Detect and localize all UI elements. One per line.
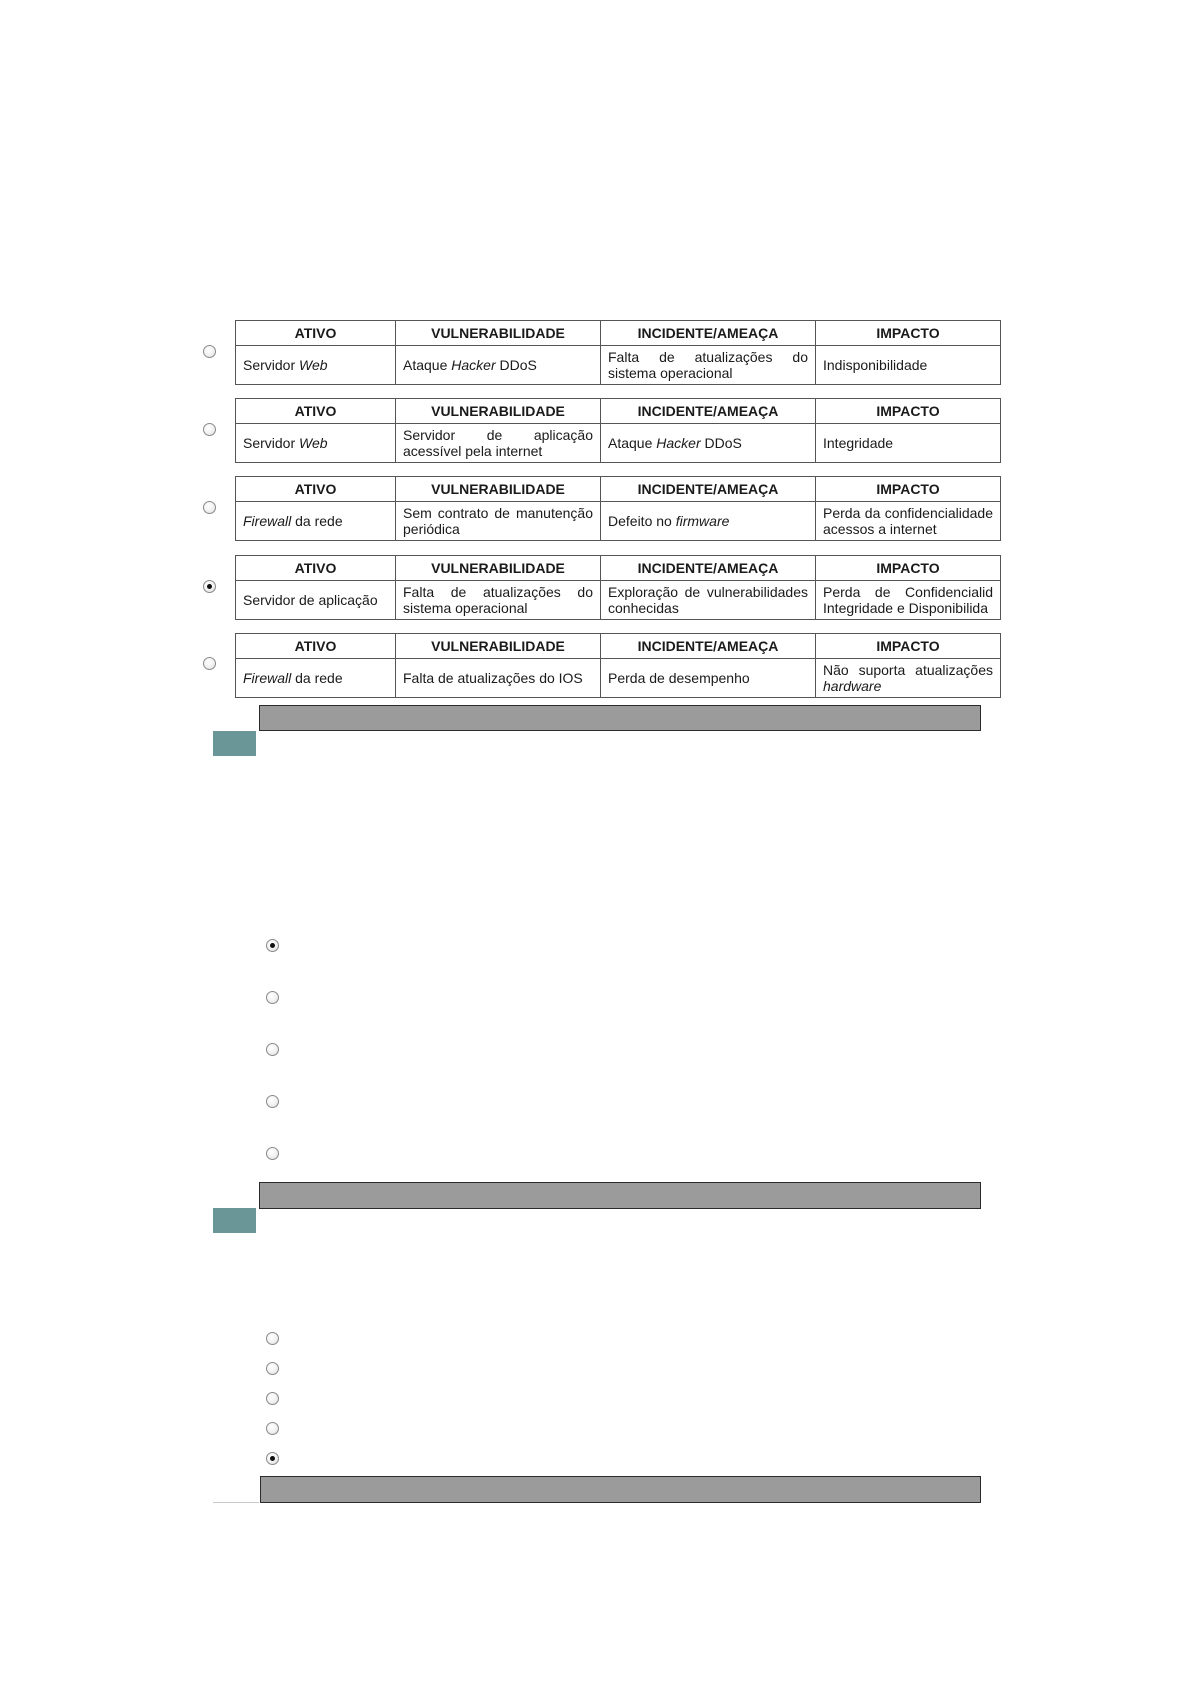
cell-text-em: hardware <box>823 678 882 694</box>
q1-option-5-radio[interactable] <box>203 657 216 670</box>
col-incidente-header: INCIDENTE/AMEAÇA <box>601 321 816 346</box>
cell-text-em: Hacker <box>451 357 496 373</box>
cell-text-pre: Sem contrato de manutenção periódica <box>403 505 593 537</box>
cell-text-em: Web <box>299 357 328 373</box>
cell-text-pre: Servidor <box>243 357 300 373</box>
incidente-cell <box>601 581 816 620</box>
incidente-cell <box>601 502 816 541</box>
q1-option-4-table <box>235 555 1001 620</box>
ativo-cell <box>236 346 396 385</box>
vulnerabilidade-cell <box>396 581 601 620</box>
page-divider <box>213 1502 259 1503</box>
q1-option-3-table <box>235 476 1001 541</box>
table-row <box>236 424 1001 463</box>
q3-option-5-radio[interactable] <box>266 1452 279 1465</box>
q2-option-1-radio[interactable] <box>266 939 279 952</box>
cell-text-post: da rede <box>291 670 343 686</box>
impacto-cell <box>816 502 1001 541</box>
q1-option-2-table <box>235 398 1001 463</box>
cell-text-em: Firewall <box>243 513 292 529</box>
q2-option-3-radio[interactable] <box>266 1043 279 1056</box>
incidente-cell <box>601 659 816 698</box>
col-incidente-header: INCIDENTE/AMEAÇA <box>601 556 816 581</box>
col-vulnerabilidade-header: VULNERABILIDADE <box>396 634 601 659</box>
q2-option-5-radio[interactable] <box>266 1147 279 1160</box>
col-impacto-header: IMPACTO <box>816 634 1001 659</box>
ativo-cell <box>236 424 396 463</box>
col-vulnerabilidade-header: VULNERABILIDADE <box>396 556 601 581</box>
col-vulnerabilidade-header: VULNERABILIDADE <box>396 321 601 346</box>
cell-text-post: DDoS <box>495 357 537 373</box>
table-row <box>236 502 1001 541</box>
table-row <box>236 581 1001 620</box>
col-ativo-header: ATIVO <box>236 556 396 581</box>
cell-text-pre: Falta de atualizações do sistema operacional <box>403 584 593 616</box>
q3-feedback-bar <box>260 1476 981 1503</box>
vulnerabilidade-cell <box>396 659 601 698</box>
col-ativo-header: ATIVO <box>236 477 396 502</box>
table-header-row <box>236 634 1001 659</box>
cell-text-em: Firewall <box>243 670 292 686</box>
col-incidente-header: INCIDENTE/AMEAÇA <box>601 477 816 502</box>
q1-option-5-table <box>235 633 1001 698</box>
cell-text-pre: Servidor <box>243 435 300 451</box>
q3-number-tag <box>213 1208 256 1233</box>
col-incidente-header: INCIDENTE/AMEAÇA <box>601 634 816 659</box>
incidente-cell <box>601 424 816 463</box>
q1-option-1-radio[interactable] <box>203 345 216 358</box>
col-ativo-header: ATIVO <box>236 321 396 346</box>
cell-text-pre: Servidor de aplicação <box>243 592 378 608</box>
cell-text-post: DDoS <box>700 435 742 451</box>
cell-text-pre: Indisponibilidade <box>823 357 928 373</box>
cell-text-pre: Exploração de vulnerabilidades conhecidas <box>608 584 808 616</box>
q3-option-4-radio[interactable] <box>266 1422 279 1435</box>
cell-text-pre: Perda da confidencialidade acessos a internet <box>823 505 993 537</box>
q1-option-3-radio[interactable] <box>203 501 216 514</box>
cell-text-pre: Falta de atualizações do IOS <box>403 670 583 686</box>
vulnerabilidade-cell <box>396 424 601 463</box>
table-header-row <box>236 321 1001 346</box>
q1-option-1-table <box>235 320 1001 385</box>
cell-text-pre: Perda de desempenho <box>608 670 750 686</box>
table-row <box>236 346 1001 385</box>
cell-text-pre: Não suporta atualizações <box>823 662 993 678</box>
vulnerabilidade-cell <box>396 502 601 541</box>
table-header-row <box>236 477 1001 502</box>
cell-text-pre: Servidor de aplicação acessível pela internet <box>403 427 593 459</box>
q1-option-4-radio[interactable] <box>203 580 216 593</box>
cell-text-em: firmware <box>675 513 730 529</box>
col-impacto-header: IMPACTO <box>816 321 1001 346</box>
q2-feedback-bar <box>259 1182 981 1209</box>
ativo-cell <box>236 581 396 620</box>
cell-text-pre: Ataque <box>403 357 452 373</box>
impacto-cell <box>816 659 1001 698</box>
impacto-cell <box>816 581 1001 620</box>
impacto-cell <box>816 346 1001 385</box>
col-incidente-header: INCIDENTE/AMEAÇA <box>601 399 816 424</box>
col-vulnerabilidade-header: VULNERABILIDADE <box>396 477 601 502</box>
q2-number-tag <box>213 731 256 756</box>
col-ativo-header: ATIVO <box>236 399 396 424</box>
q2-option-2-radio[interactable] <box>266 991 279 1004</box>
q1-option-2-radio[interactable] <box>203 423 216 436</box>
col-vulnerabilidade-header: VULNERABILIDADE <box>396 399 601 424</box>
vulnerabilidade-cell <box>396 346 601 385</box>
cell-text-post: da rede <box>291 513 343 529</box>
cell-text-pre: Integridade <box>823 435 894 451</box>
ativo-cell <box>236 502 396 541</box>
col-impacto-header: IMPACTO <box>816 399 1001 424</box>
ativo-cell <box>236 659 396 698</box>
col-impacto-header: IMPACTO <box>816 556 1001 581</box>
table-header-row <box>236 556 1001 581</box>
table-header-row <box>236 399 1001 424</box>
cell-text-pre: Falta de atualizações do sistema operacional <box>608 349 808 381</box>
q2-option-4-radio[interactable] <box>266 1095 279 1108</box>
cell-text-pre: Defeito no <box>608 513 676 529</box>
cell-text-em: Hacker <box>656 435 701 451</box>
incidente-cell <box>601 346 816 385</box>
col-ativo-header: ATIVO <box>236 634 396 659</box>
q3-option-1-radio[interactable] <box>266 1332 279 1345</box>
cell-text-em: Web <box>299 435 328 451</box>
cell-text-pre: Perda de Confidencialid Integridade e Disponibilida <box>823 584 993 616</box>
impacto-cell <box>816 424 1001 463</box>
q3-option-2-radio[interactable] <box>266 1362 279 1375</box>
q1-feedback-bar <box>259 705 981 731</box>
table-row <box>236 659 1001 698</box>
cell-text-pre: Ataque <box>608 435 657 451</box>
q3-option-3-radio[interactable] <box>266 1392 279 1405</box>
col-impacto-header: IMPACTO <box>816 477 1001 502</box>
